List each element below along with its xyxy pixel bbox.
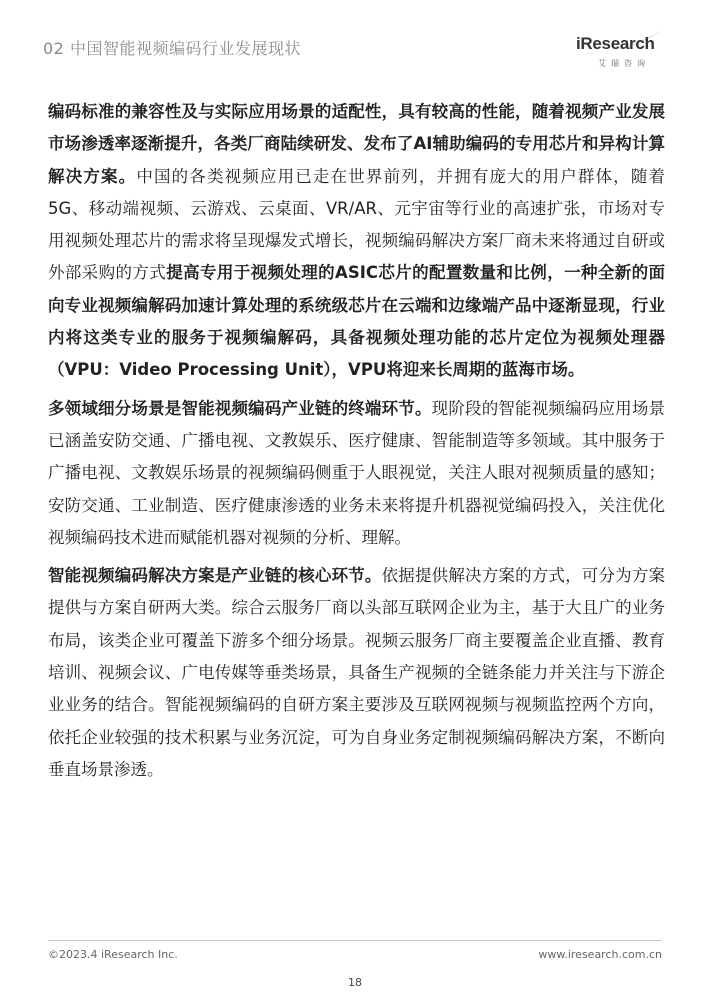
paragraph-scenarios	[48, 393, 665, 554]
paragraph-vpu	[48, 96, 665, 387]
text-run: 智能视频编码解决方案是产业链的核心环节。	[48, 566, 382, 586]
text-run: 依据提供解决方案的方式，可分为方案提供与方案自研两大类。综合云服务厂商以头部互联网企业为主，基于大且广的业务布局，该类企业可覆盖下游多个细分场景。视频云服务厂商主要覆盖企业直播、教育培训、视频会议、广电传媒等垂类场景，具备生产视频的全链条能力并关注与下游企业业务的结合。智能视频编码的自研方案主要涉及互联网视频与视频监控两个方向，依托企业较强的技术积累与业务沉淀，可为自身业务定制视频编码解决方案，不断向垂直场景渗透。	[48, 566, 666, 779]
text-run: 多领域细分场景是智能视频编码产业链的终端环节。	[48, 398, 432, 418]
page-header-title: 02 中国智能视频编码行业发展现状	[43, 39, 301, 58]
text-run: 中国的各类视频应用已走在世界前列，并拥有庞大的用户群体，随着5G、移动端视频、云游戏、云桌面、VR/AR、元宇宙等行业的高速扩张，市场对专用视频处理芯片的需求将呈现爆发式增长，视频编码解决方案厂商未来将通过自研或外部采购的方式	[48, 166, 666, 283]
text-run: 现阶段的智能视频编码应用场景已涵盖安防交通、广播电视、文教娱乐、医疗健康、智能制造等多领域。其中服务于广播电视、文教娱乐场景的视频编码侧重于人眼视觉，关注人眼对视频质量的感知；安防交通、工业制造、医疗健康渗透的业务未来将提升机器视觉编码投入，关注优化视频编码技术进而赋能机器对视频的分析、理解。	[48, 398, 666, 547]
text-run: 编码标准的兼容性及与实际应用场景的适配性，具有较高的性能，随着视频产业发展市场渗透率逐渐提升，各类厂商陆续研发、发布了AI辅助编码的专用芯片和异构计算解决方案。	[48, 102, 665, 186]
logo-subtitle: 艾瑞咨询	[598, 59, 650, 68]
logo-brand: iResearch	[576, 34, 655, 53]
body-text	[48, 96, 665, 792]
page-number: 18	[348, 976, 362, 989]
text-run: 提高专用于视频处理的ASIC芯片的配置数量和比例，一种全新的面向专业视频编解码加速计算处理的系统级芯片在云端和边缘端产品中逐渐显现，行业内将这类专业的服务于视频编解码，具备视频处理功能的芯片定位为视频处理器（VPU：Video Processing Unit），VPU将迎来长周期的蓝海市场。	[48, 263, 666, 380]
footer-website: www.iresearch.com.cn	[538, 948, 662, 961]
paragraph-solutions	[48, 560, 665, 786]
footer-copyright: ©2023.4 iResearch Inc.	[48, 948, 178, 961]
iresearch-logo	[570, 28, 665, 70]
footer-divider	[48, 940, 662, 941]
